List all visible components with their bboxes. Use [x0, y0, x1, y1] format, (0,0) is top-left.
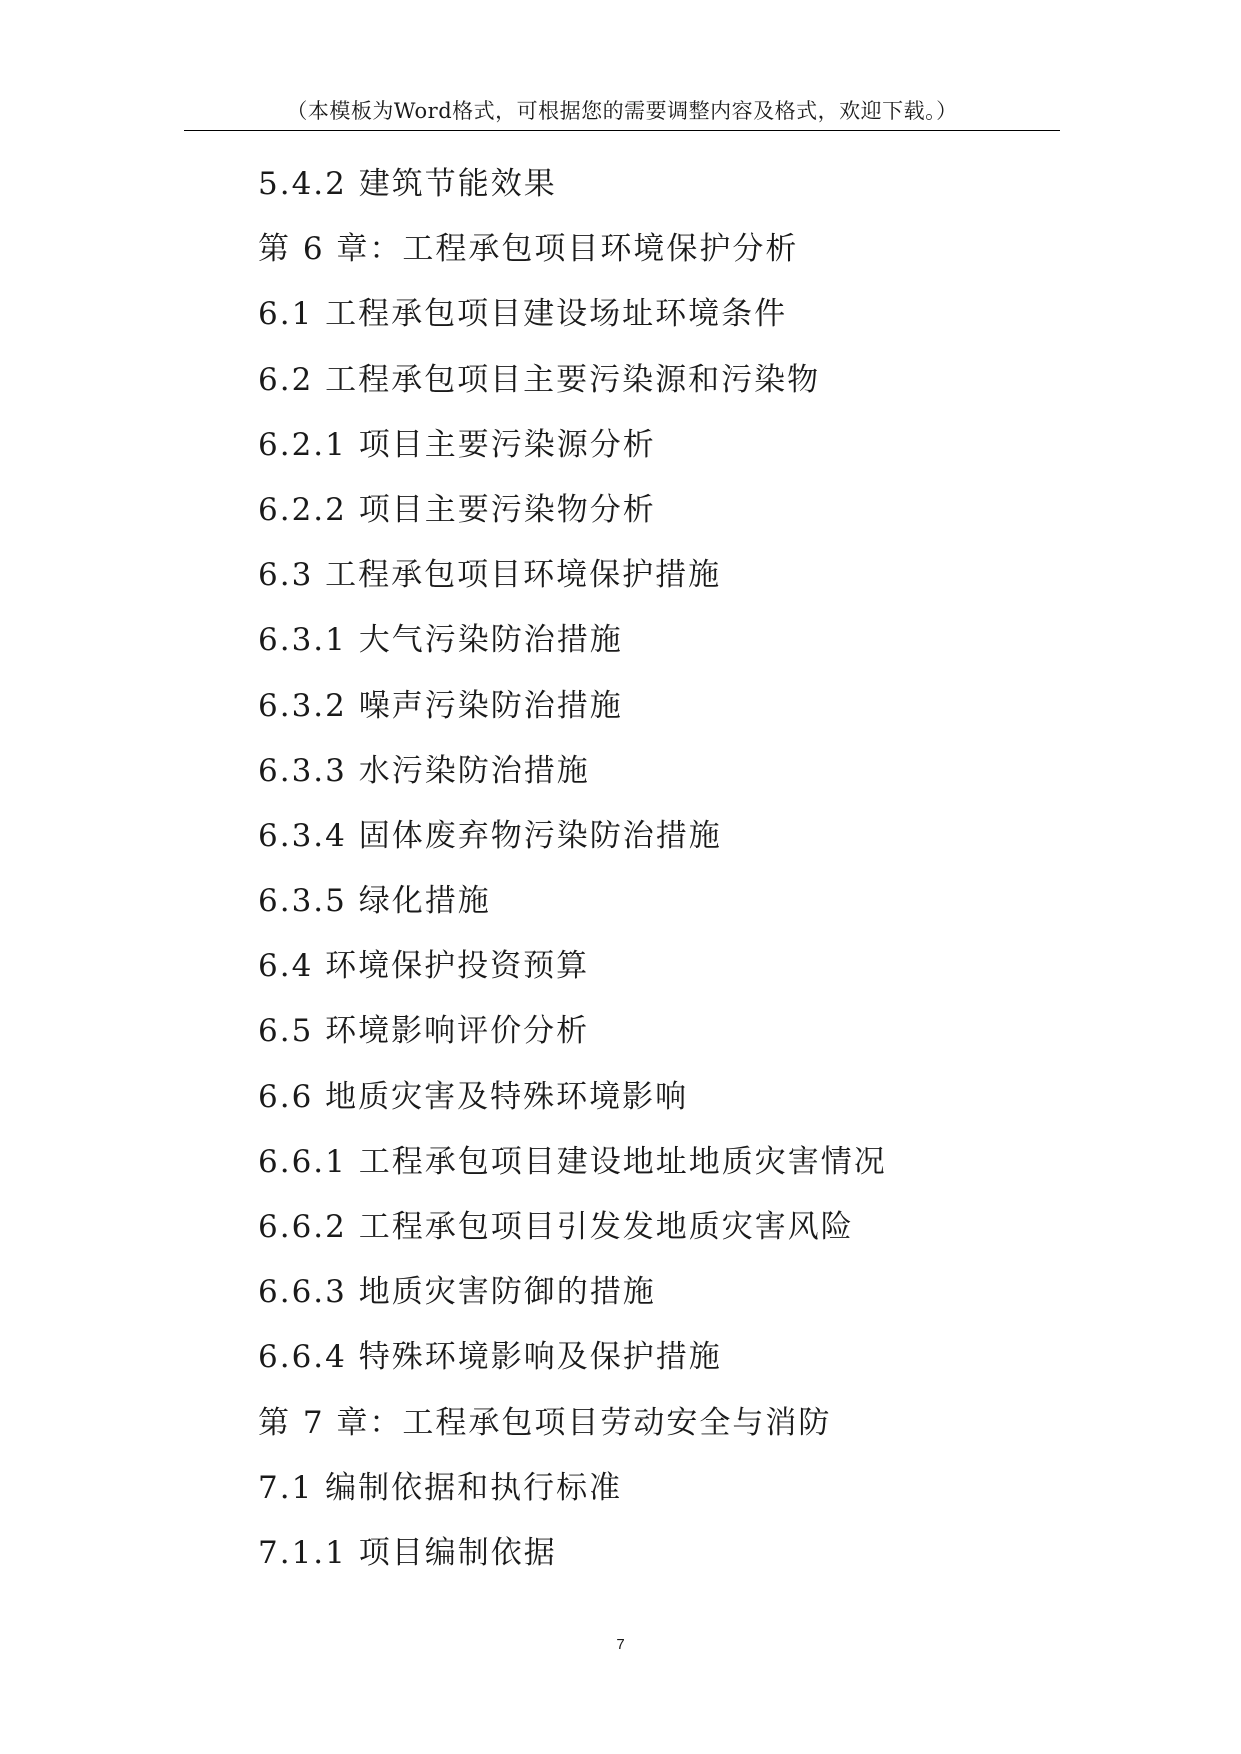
toc-entry: 6.6.2 工程承包项目引发发地质灾害风险: [258, 1209, 854, 1245]
toc-entry: 6.1 工程承包项目建设场址环境条件: [258, 296, 788, 333]
toc-entry: 6.3 工程承包项目环境保护措施: [258, 557, 722, 594]
toc-entry: 6.3.4 固体废弃物污染防治措施: [258, 817, 722, 854]
toc-entry: 6.6.3 地质灾害防御的措施: [258, 1274, 656, 1311]
toc-entry: 6.3.1 大气污染防治措施: [258, 622, 623, 659]
page-number: 7: [616, 1636, 625, 1653]
toc-entry: 7.1 编制依据和执行标准: [258, 1469, 623, 1506]
toc-entry: 第 7 章：工程承包项目劳动安全与消防: [258, 1404, 832, 1441]
toc-entry: 6.3.3 水污染防治措施: [258, 752, 590, 789]
toc-entry: 6.6.4 特殊环境影响及保护措施: [258, 1339, 722, 1376]
table-of-contents: [258, 156, 887, 1590]
toc-entry: 6.6 地质灾害及特殊环境影响: [258, 1078, 689, 1115]
toc-entry: 6.2.1 项目主要污染源分析: [258, 426, 656, 463]
header-divider: [184, 130, 1060, 131]
toc-entry: 6.4 环境保护投资预算: [258, 948, 590, 985]
toc-entry: 5.4.2 建筑节能效果: [258, 166, 557, 202]
toc-entry: 6.2.2 项目主要污染物分析: [258, 491, 656, 528]
page-header: （本模板为Word格式，可根据您的需要调整内容及格式，欢迎下载。）: [286, 99, 958, 123]
toc-entry: 6.6.1 工程承包项目建设地址地质灾害情况: [258, 1143, 887, 1180]
toc-entry: 第 6 章：工程承包项目环境保护分析: [258, 231, 799, 268]
toc-entry: 6.5 环境影响评价分析: [258, 1013, 590, 1050]
toc-entry: 6.3.2 噪声污染防治措施: [258, 687, 623, 724]
toc-entry: 6.2 工程承包项目主要污染源和污染物: [258, 361, 821, 398]
toc-entry: 7.1.1 项目编制依据: [258, 1534, 557, 1571]
toc-entry: 6.3.5 绿化措施: [258, 883, 491, 920]
